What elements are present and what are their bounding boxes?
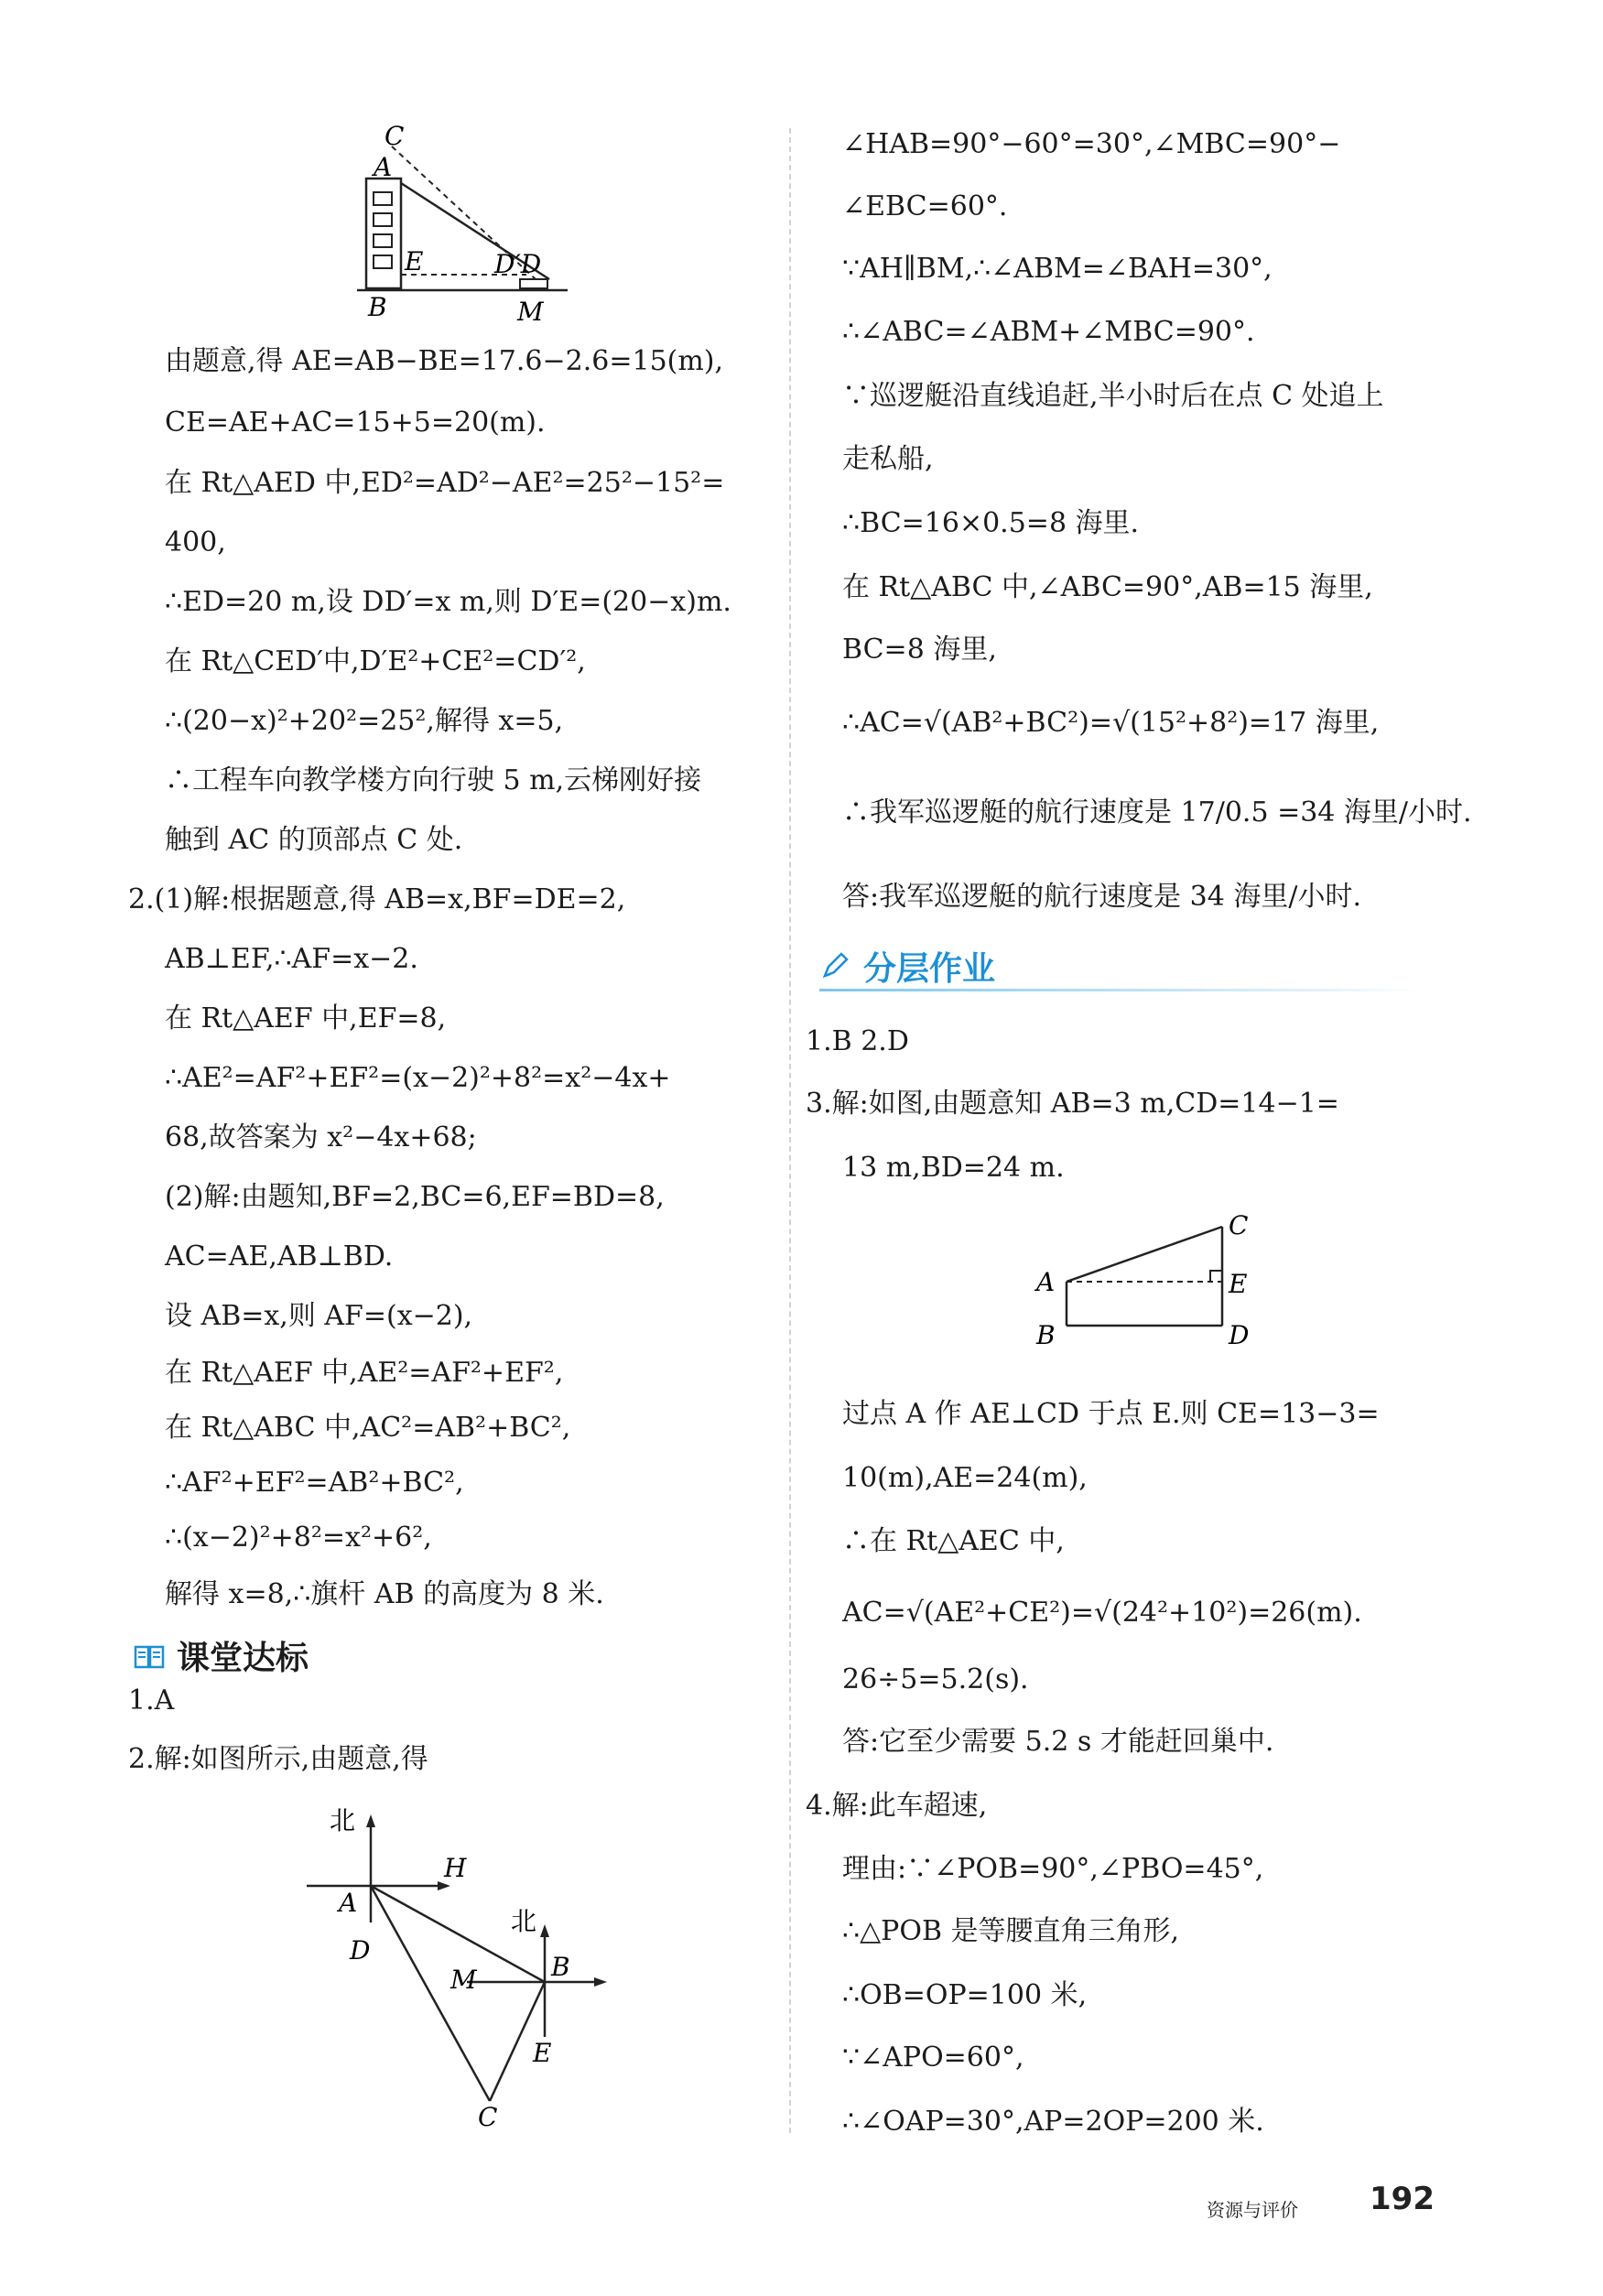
left-line-6: 在 Rt△CED′中,D′E²+CE²=CD′², <box>165 645 586 677</box>
fig3-label-M: M <box>450 1965 477 1995</box>
fig3-label-H: H <box>444 1853 467 1883</box>
left-line-21: ∴(x−2)²+8²=x²+6², <box>165 1522 432 1554</box>
footer-label: 资源与评价 <box>1207 2199 1298 2221</box>
fig3-label-north-2: 北 <box>511 1906 537 1936</box>
right-line-3: ∵AH∥BM,∴∠ABM=∠BAH=30°, <box>842 253 1273 285</box>
right-fig-line-1: 过点 A 作 AE⊥CD 于点 E.则 CE=13−3= <box>842 1398 1380 1430</box>
fig1-label-E: E <box>405 246 424 276</box>
right-line-2: ∠EBC=60°. <box>842 190 1008 222</box>
right-line-5: ∵巡逻艇沿直线追赶,半小时后在点 C 处追上 <box>842 380 1384 412</box>
right-after-1: 1.B 2.D <box>806 1025 909 1057</box>
left-line-13: ∴AE²=AF²+EF²=(x−2)²+8²=x²−4x+ <box>165 1062 671 1094</box>
left-line-18: 在 Rt△AEF 中,AE²=AF²+EF², <box>165 1357 564 1389</box>
right-fig-line-3: ∴在 Rt△AEC 中, <box>842 1525 1065 1557</box>
left-line-22: 解得 x=8,∴旗杆 AB 的高度为 8 米. <box>165 1578 604 1610</box>
right-line-10: ∴AC=√(AB²+BC²)=√(15²+8²)=17 海里, <box>842 707 1380 739</box>
left-line-17: 设 AB=x,则 AF=(x−2), <box>165 1300 473 1332</box>
fig3-label-A: A <box>339 1888 358 1918</box>
left-line-8: ∴工程车向教学楼方向行驶 5 m,云梯刚好接 <box>165 764 702 796</box>
figure-navigation-diagram <box>293 1794 632 2133</box>
right-line-6: 走私船, <box>842 443 934 475</box>
right-fig-line-9: ∴△POB 是等腰直角三角形, <box>842 1915 1180 1947</box>
left-line-5: ∴ED=20 m,设 DD′=x m,则 D′E=(20−x)m. <box>165 586 731 618</box>
left-line-3: 在 Rt△AED 中,ED²=AD²−AE²=25²−15²= <box>165 467 725 499</box>
section-title-homework: 分层作业 <box>863 950 996 988</box>
figure-ladder-diagram <box>348 119 586 330</box>
right-line-12: 答:我军巡逻艇的航行速度是 34 海里/小时. <box>842 881 1361 913</box>
fig2-label-C: C <box>1229 1210 1249 1240</box>
left-line-14: 68,故答案为 x²−4x+68; <box>165 1121 477 1153</box>
figure-trapezoid-diagram <box>1016 1199 1254 1364</box>
fig3-label-E: E <box>533 2038 552 2068</box>
fig2-label-B: B <box>1036 1320 1056 1350</box>
right-fig-line-2: 10(m),AE=24(m), <box>842 1462 1088 1494</box>
right-line-8: 在 Rt△ABC 中,∠ABC=90°,AB=15 海里, <box>842 571 1373 603</box>
fig1-label-M: M <box>517 297 544 327</box>
left-line-20: ∴AF²+EF²=AB²+BC², <box>165 1467 464 1499</box>
fig3-label-D: D <box>350 1935 371 1966</box>
fig1-label-C: C <box>385 121 405 151</box>
section-heading-homework <box>819 943 995 990</box>
section-title-classroom: 课堂达标 <box>177 1640 309 1677</box>
fig3-label-north-1: 北 <box>330 1805 356 1836</box>
section-underline <box>819 989 1424 991</box>
fig1-label-DD: D′D <box>494 249 542 279</box>
right-line-1: ∠HAB=90°−60°=30°,∠MBC=90°− <box>842 128 1341 160</box>
right-line-7: ∴BC=16×0.5=8 海里. <box>842 507 1140 539</box>
left-line-16: AC=AE,AB⊥BD. <box>165 1240 394 1273</box>
right-fig-line-4: AC=√(AE²+CE²)=√(24²+10²)=26(m). <box>842 1597 1362 1629</box>
page-number: 192 <box>1370 2181 1435 2217</box>
left-line-9: 触到 AC 的顶部点 C 处. <box>165 824 463 856</box>
right-line-9: BC=8 海里, <box>842 634 997 666</box>
left-line-1: 由题意,得 AE=AB−BE=17.6−2.6=15(m), <box>165 345 724 377</box>
fig1-label-B: B <box>368 292 387 322</box>
fig2-label-A: A <box>1036 1267 1056 1297</box>
left-line-15: (2)解:由题知,BF=2,BC=6,EF=BD=8, <box>165 1181 665 1213</box>
left-line-12: 在 Rt△AEF 中,EF=8, <box>165 1002 447 1034</box>
left-after-2: 2.解:如图所示,由题意,得 <box>128 1743 428 1775</box>
right-fig-line-11: ∵∠APO=60°, <box>842 2041 1024 2074</box>
fig3-label-B: B <box>551 1952 570 1982</box>
left-line-19: 在 Rt△ABC 中,AC²=AB²+BC², <box>165 1412 571 1444</box>
right-fig-line-5: 26÷5=5.2(s). <box>842 1663 1029 1695</box>
right-fig-line-7: 4.解:此车超速, <box>806 1790 988 1822</box>
left-after-1: 1.A <box>128 1684 175 1717</box>
fig3-label-C: C <box>478 2102 498 2132</box>
fig2-label-D: D <box>1229 1320 1250 1350</box>
left-line-7: ∴(20−x)²+20²=25²,解得 x=5, <box>165 705 564 737</box>
left-line-2: CE=AE+AC=15+5=20(m). <box>165 406 546 439</box>
right-fig-line-10: ∴OB=OP=100 米, <box>842 1979 1088 2011</box>
left-line-11: AB⊥EF,∴AF=x−2. <box>165 943 418 975</box>
fig2-label-E: E <box>1229 1269 1248 1299</box>
right-fig-line-8: 理由:∵∠POB=90°,∠PBO=45°, <box>842 1853 1264 1885</box>
section-heading-classroom <box>133 1632 309 1679</box>
left-line-10: 2.(1)解:根据题意,得 AB=x,BF=DE=2, <box>128 883 626 915</box>
left-line-4: 400, <box>165 526 226 558</box>
pencil-icon <box>819 950 852 983</box>
right-after-2: 3.解:如图,由题意知 AB=3 m,CD=14−1= <box>806 1088 1339 1120</box>
right-line-11: ∴我军巡逻艇的航行速度是 17/0.5 =34 海里/小时. <box>842 796 1472 829</box>
right-fig-line-12: ∴∠OAP=30°,AP=2OP=200 米. <box>842 2106 1264 2138</box>
right-fig-line-6: 答:它至少需要 5.2 s 才能赶回巢中. <box>842 1726 1274 1758</box>
right-after-3: 13 m,BD=24 m. <box>842 1152 1065 1184</box>
fig1-label-A: A <box>374 152 393 182</box>
column-divider <box>789 128 791 2133</box>
right-line-4: ∴∠ABC=∠ABM+∠MBC=90°. <box>842 316 1255 348</box>
book-icon <box>133 1640 166 1673</box>
